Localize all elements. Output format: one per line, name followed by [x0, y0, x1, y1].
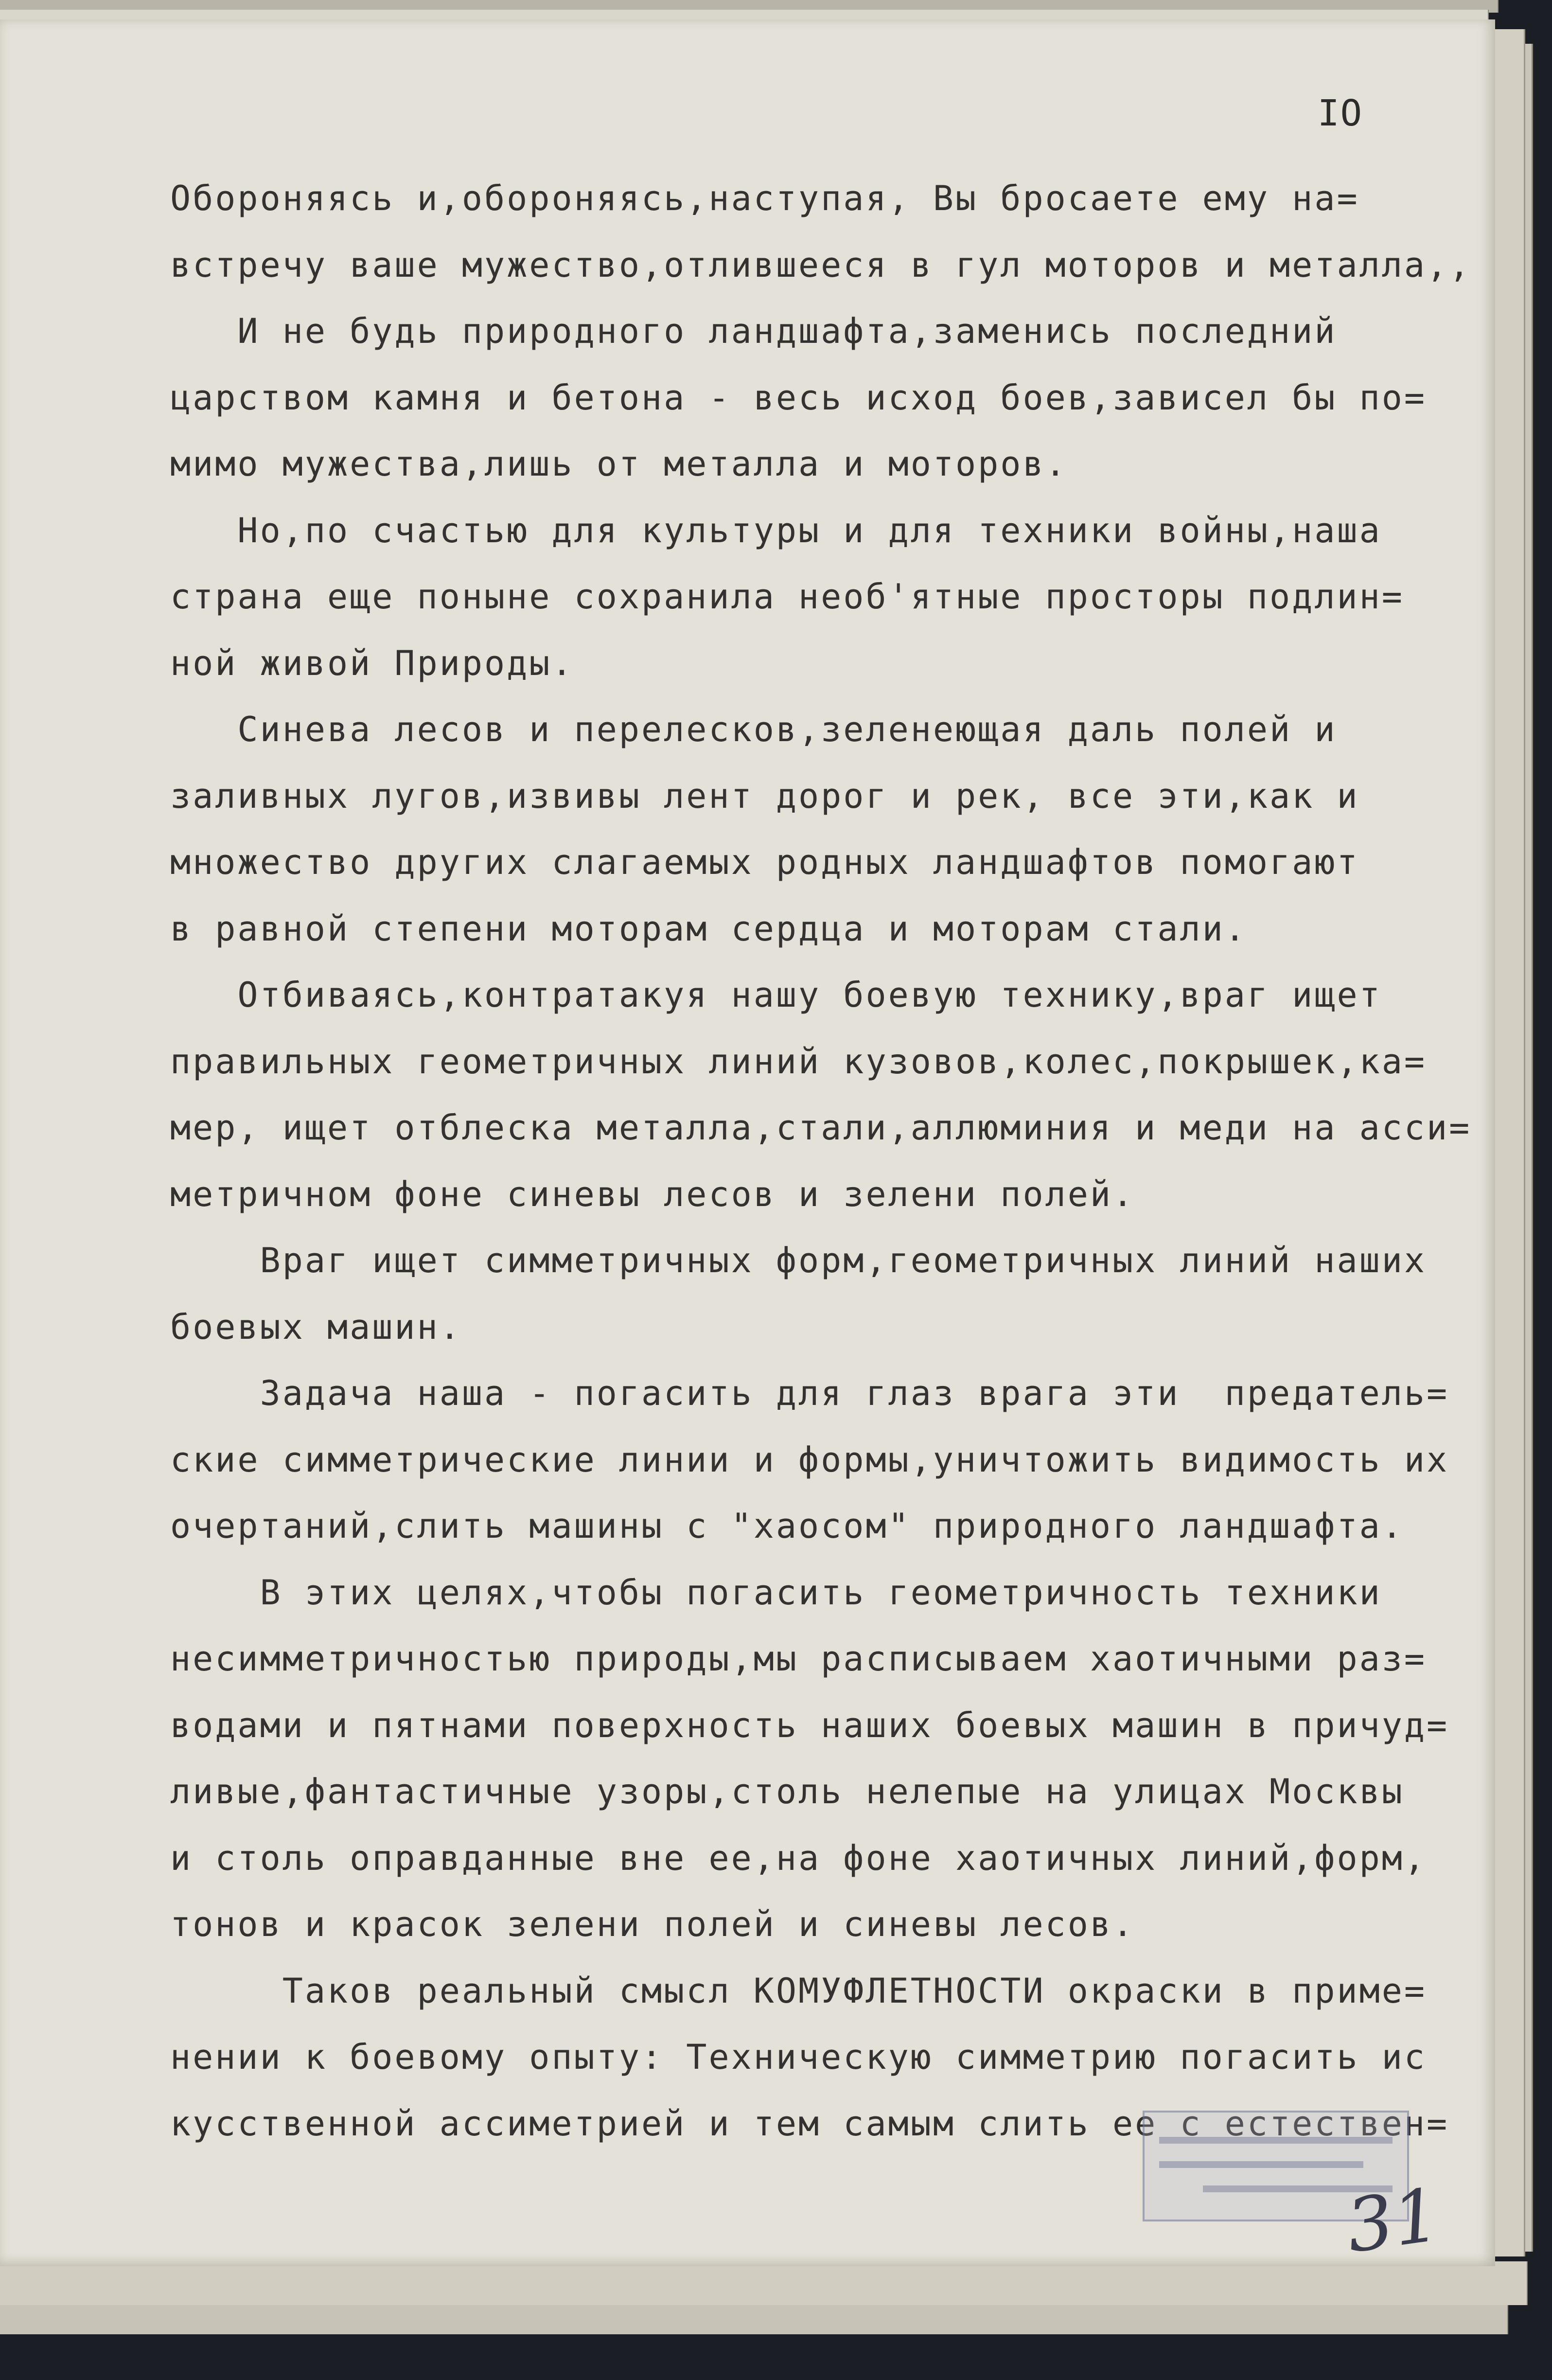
text-line: кусственной ассиметрией и тем самым слить ее с естествен=: [170, 2103, 1449, 2144]
text-line: тонов и красок зелени полей и синевы лесов.: [170, 1904, 1135, 1944]
text-line: заливных лугов,извивы лент дорог и рек, все эти,как и: [170, 776, 1359, 816]
text-line: царством камня и бетона - весь исход боев,зависел бы по=: [170, 377, 1427, 418]
text-line: И не будь природного ландшафта,заменись последний: [170, 311, 1337, 351]
text-line: правильных геометричных линий кузовов,колес,покрышек,ка=: [170, 1041, 1427, 1082]
text-line: Но,по счастью для культуры и для техники войны,наша: [170, 510, 1382, 551]
text-line: очертаний,слить машины с "хаосом" природного ландшафта.: [170, 1506, 1404, 1546]
page-edge-right: [1493, 29, 1525, 2256]
handwritten-folio-number: 31: [1341, 2172, 1446, 2270]
text-line: ливые,фантастичные узоры,столь нелепые на улицах Москвы: [170, 1772, 1404, 1812]
text-line: Враг ищет симметричных форм,геометричных линий наших: [170, 1241, 1427, 1280]
text-line: ские симметрические линии и формы,уничтожить видимость их: [170, 1439, 1449, 1480]
text-line: множество других слагаемых родных ландшафтов помогают: [170, 842, 1359, 882]
text-line: Синева лесов и перелесков,зеленеющая даль полей и: [170, 710, 1337, 749]
text-line: страна еще поныне сохранила необ'ятные просторы подлин=: [170, 577, 1404, 617]
page-edge-bottom: [0, 2261, 1528, 2305]
text-line: мимо мужества,лишь от металла и моторов.: [170, 444, 1068, 484]
text-line: и столь оправданные вне ее,на фоне хаотичных линий,форм,: [170, 1838, 1427, 1878]
text-line: Таков реальный смысл КОМУФЛЕТНОСТИ окраски в приме=: [170, 1971, 1427, 2011]
text-line: В этих целях,чтобы погасить геометричность техники: [170, 1572, 1382, 1613]
text-line: водами и пятнами поверхность наших боевых машин в причуд=: [170, 1705, 1449, 1745]
text-line: мер, ищет отблеска металла,стали,аллюминия и меди на асси=: [170, 1108, 1472, 1148]
text-line: метричном фоне синевы лесов и зелени полей.: [170, 1174, 1135, 1214]
body-text: [170, 165, 1472, 2157]
page-number: IO: [1318, 92, 1363, 134]
text-line: ной живой Природы.: [170, 643, 574, 683]
text-line: Обороняясь и,обороняясь,наступая, Вы бросаете ему на=: [170, 178, 1359, 218]
text-line: нении к боевому опыту: Техническую симметрию погасить ис: [170, 2037, 1427, 2077]
text-line: встречу ваше мужество,отлившееся в гул моторов и металла,,: [170, 245, 1472, 285]
typewritten-page: [0, 19, 1495, 2270]
text-line: Задача наша - погасить для глаз врага эти предатель=: [170, 1373, 1449, 1413]
text-line: боевых машин.: [170, 1307, 462, 1347]
text-line: Отбиваясь,контратакуя нашу боевую технику,враг ищет: [170, 975, 1382, 1015]
text-line: в равной степени моторам сердца и моторам стали.: [170, 908, 1247, 949]
text-line: несимметричностью природы,мы расписываем хаотичными раз=: [170, 1639, 1427, 1679]
